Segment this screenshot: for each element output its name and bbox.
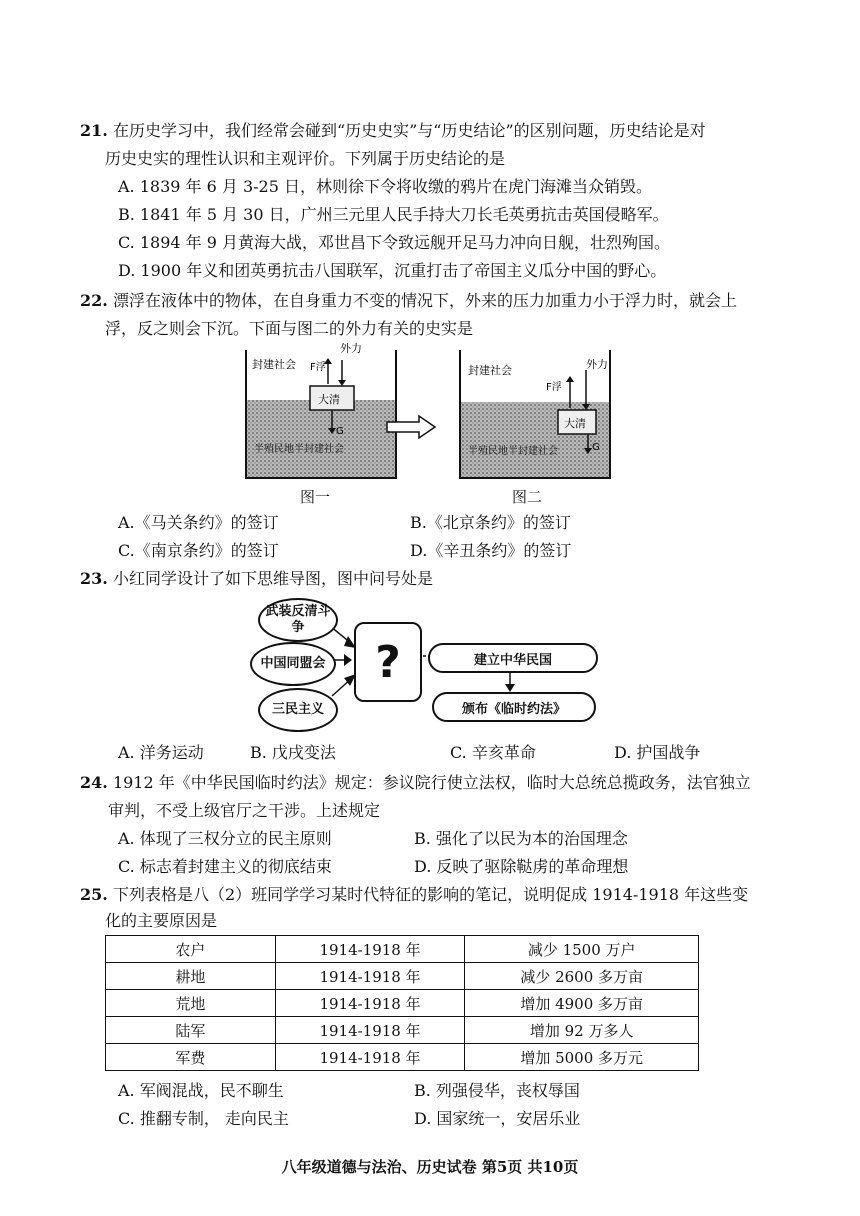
q24-option-c: C. 标志着封建主义的彻底结束 bbox=[118, 857, 332, 876]
q24-option-d: D. 反映了驱除鞑虏的革命理想 bbox=[414, 857, 629, 876]
q25-option-b: B. 列强侵华，丧权辱国 bbox=[414, 1081, 580, 1100]
q25-stem-line2: 化的主要原因是 bbox=[105, 911, 218, 930]
fig1-top-label: 封建社会 bbox=[252, 358, 296, 371]
q25-number: 25. bbox=[80, 885, 108, 904]
q25-stem-line1 bbox=[80, 884, 748, 906]
q22-stem-text1: 漂浮在液体中的物体，在自身重力不变的情况下，外来的压力加重力小于浮力时，就会上 bbox=[112, 291, 737, 310]
q23-stem-text: 小红同学设计了如下思维导图，图中问号处是 bbox=[112, 569, 433, 588]
q24-stem-line2: 审判，不受上级官厅之干涉。上述规定 bbox=[108, 801, 381, 820]
mind-map-question-box: ? bbox=[354, 622, 422, 702]
fig2-caption: 图二 bbox=[512, 488, 543, 506]
mind-map-result-constitution: 颁布《临时约法》 bbox=[432, 692, 596, 722]
q22-number: 22. bbox=[80, 291, 108, 310]
fig2-buoyancy-label: F浮 bbox=[546, 382, 562, 393]
fig1-block-label: 大清 bbox=[318, 393, 340, 406]
q23-option-c: C. 辛亥革命 bbox=[450, 743, 536, 762]
q22-stem-line2: 浮，反之则会下沉。下面与图二的外力有关的史实是 bbox=[105, 319, 474, 338]
fig1-buoyancy-label: F浮 bbox=[310, 362, 326, 373]
q21-option-d: D. 1900 年义和团英勇抗击八国联军，沉重打击了帝国主义瓜分中国的野心。 bbox=[118, 261, 667, 280]
q25-option-d: D. 国家统一，安居乐业 bbox=[414, 1109, 581, 1128]
q25-option-a: A. 军阀混战，民不聊生 bbox=[118, 1081, 284, 1100]
fig2-bottom-label: 半殖民地半封建社会 bbox=[468, 446, 558, 457]
table-row bbox=[106, 1044, 699, 1071]
table-cell: 荒地 bbox=[106, 990, 276, 1017]
table-row bbox=[106, 963, 699, 990]
transition-arrow bbox=[385, 414, 437, 440]
q22-option-d: D.《辛丑条约》的签订 bbox=[410, 541, 572, 560]
fig2-block-label: 大清 bbox=[564, 417, 586, 430]
q21-option-b: B. 1841 年 5 月 30 日，广州三元里人民手持大刀长毛英勇抗击英国侵略军。 bbox=[118, 205, 669, 224]
buoyancy-arrow-head bbox=[566, 376, 574, 382]
table-cell: 陆军 bbox=[106, 1017, 276, 1044]
fig2-force-label: 外力 bbox=[586, 358, 608, 371]
q23-stem-line bbox=[80, 568, 433, 590]
force-arrow-head bbox=[338, 380, 346, 386]
table-cell: 增加 4900 多万亩 bbox=[465, 990, 699, 1017]
q21-number: 21. bbox=[80, 121, 108, 140]
q24-stem-line1 bbox=[80, 772, 751, 794]
q21-stem-line2: 历史史实的理性认识和主观评价。下列属于历史结论的是 bbox=[105, 149, 506, 168]
table-cell: 增加 92 万多人 bbox=[465, 1017, 699, 1044]
buoyancy-figure-2 bbox=[458, 340, 618, 480]
fig1-force-label: 外力 bbox=[340, 342, 362, 355]
q23-number: 23. bbox=[80, 569, 108, 588]
q24-stem-text1: 1912 年《中华民国临时约法》规定：参议院行使立法权，临时大总统总揽政务，法官独立 bbox=[112, 773, 751, 792]
fig2-top-label: 封建社会 bbox=[468, 364, 512, 377]
table-cell: 农户 bbox=[106, 936, 276, 963]
fig1-gravity-label: G bbox=[336, 426, 344, 437]
page-footer: 八年级道德与法治、历史试卷 第5页 共10页 bbox=[281, 1158, 579, 1176]
table-cell: 1914-1918 年 bbox=[275, 1044, 465, 1071]
fig1-bottom-label: 半殖民地半封建社会 bbox=[254, 444, 344, 455]
q22-stem-line1 bbox=[80, 290, 737, 312]
table-cell: 1914-1918 年 bbox=[275, 936, 465, 963]
fig2-gravity-label: G bbox=[592, 442, 600, 453]
q23-option-a: A. 洋务运动 bbox=[118, 743, 204, 762]
q22-option-a: A.《马关条约》的签订 bbox=[118, 513, 279, 532]
table-row bbox=[106, 1017, 699, 1044]
fig1-caption: 图一 bbox=[300, 488, 331, 506]
q24-number: 24. bbox=[80, 773, 108, 792]
q22-option-c: C.《南京条约》的签订 bbox=[118, 541, 279, 560]
buoyancy-figure-1 bbox=[244, 340, 404, 480]
table-cell: 1914-1918 年 bbox=[275, 1017, 465, 1044]
mind-map-result-republic: 建立中华民国 bbox=[428, 643, 598, 673]
table-cell: 减少 2600 多万亩 bbox=[465, 963, 699, 990]
table-cell: 军费 bbox=[106, 1044, 276, 1071]
q25-option-c: C. 推翻专制， 走向民主 bbox=[118, 1109, 289, 1128]
liquid-region bbox=[246, 400, 396, 478]
table-row bbox=[106, 990, 699, 1017]
mind-map-node-armed-struggle: 武装反清斗争 bbox=[258, 598, 338, 642]
table-cell: 1914-1918 年 bbox=[275, 990, 465, 1017]
mind-map-node-tongmenghui: 中国同盟会 bbox=[250, 642, 336, 686]
table-cell: 耕地 bbox=[106, 963, 276, 990]
q21-stem-text1: 在历史学习中，我们经常会碰到“历史史实”与“历史结论”的区别问题，历史结论是对 bbox=[112, 121, 706, 140]
table-row bbox=[106, 936, 699, 963]
q21-stem-line1 bbox=[80, 120, 706, 142]
table-cell: 减少 1500 万户 bbox=[465, 936, 699, 963]
q21-option-a: A. 1839 年 6 月 3-25 日，林则徐下令将收缴的鸦片在虎门海滩当众销毁。 bbox=[118, 177, 653, 196]
q25-stem-text1: 下列表格是八（2）班同学学习某时代特征的影响的笔记，说明促成 1914-1918 年这些变 bbox=[112, 885, 749, 904]
mind-map-node-three-principles: 三民主义 bbox=[258, 688, 338, 732]
q23-option-b: B. 戊戌变法 bbox=[250, 743, 336, 762]
q24-option-b: B. 强化了以民为本的治国理念 bbox=[414, 829, 628, 848]
q22-option-b: B.《北京条约》的签订 bbox=[410, 513, 571, 532]
table-cell: 1914-1918 年 bbox=[275, 963, 465, 990]
q23-option-d: D. 护国战争 bbox=[614, 743, 701, 762]
q25-data-table bbox=[105, 935, 699, 1071]
table-cell: 增加 5000 多万元 bbox=[465, 1044, 699, 1071]
q21-option-c: C. 1894 年 9 月黄海大战，邓世昌下令致远舰开足马力冲向日舰，壮烈殉国。 bbox=[118, 233, 671, 252]
q24-option-a: A. 体现了三权分立的民主原则 bbox=[118, 829, 332, 848]
